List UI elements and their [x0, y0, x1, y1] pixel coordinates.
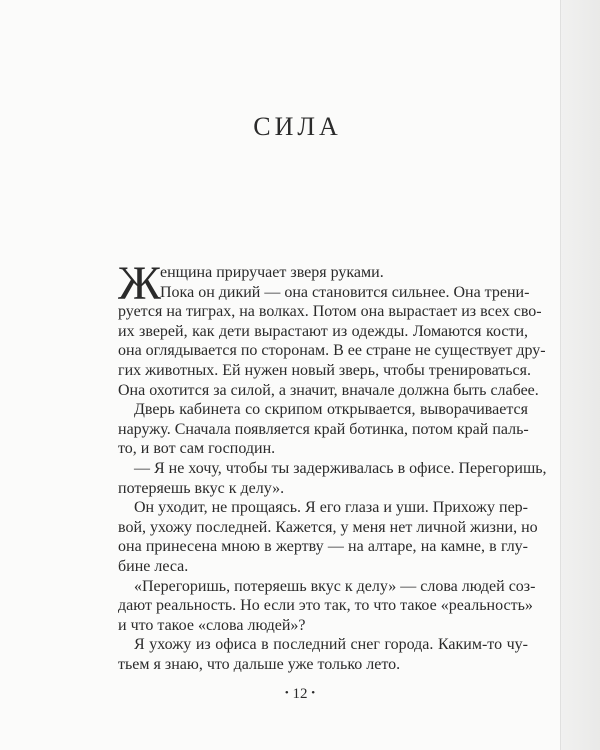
text-line: Дверь кабинета со скрипом открывается, выворачивается [134, 401, 528, 419]
text-line: их зверей, как дети вырастают из одежды. Ломаются кости, [118, 322, 528, 340]
page-binding-edge [560, 0, 600, 750]
text-line: «Перегоришь, потеряешь вкус к делу» — слова людей соз- [134, 577, 536, 595]
body-text [118, 257, 547, 674]
page-number-bullet-left: • [284, 687, 289, 699]
text-line: бине леса. [118, 557, 189, 575]
text-line: вой, ухожу последней. Кажется, у меня нет личной жизни, но [118, 518, 538, 536]
page-number-bullet-right: • [311, 687, 316, 699]
text-line: руется на тиграх, на волках. Потом она вырастает из всех сво- [118, 303, 542, 321]
page-number-value: 12 [292, 686, 308, 702]
text-line: Он уходит, не прощаясь. Я его глаза и уши. Прихожу пер- [134, 499, 528, 517]
chapter-title: СИЛА [253, 112, 342, 141]
text-line: енщина приручает зверя руками. [160, 264, 384, 281]
text-line: гих животных. Ей нужен новый зверь, чтобы тренироваться. [118, 361, 531, 379]
page-number [0, 686, 560, 703]
text-line: наружу. Сначала появляется край ботинка, потом край паль- [118, 420, 529, 438]
text-line: Пока он дикий — она становится сильнее. Она трени- [160, 283, 530, 301]
text-line: тьем я знаю, что дальше уже только лето. [118, 655, 401, 673]
text-line: Я ухожу из офиса в последний снег города. Каким-то чу- [134, 636, 528, 654]
text-line: то, и вот сам господин. [118, 440, 276, 458]
text-line: она принесена мною в жертву — на алтаре, на камне, в глу- [118, 538, 528, 556]
drop-cap: Ж [118, 257, 162, 310]
text-line: она оглядывается по сторонам. В ее стране не существует дру- [118, 342, 546, 360]
text-line: Она охотится за силой, а значит, вначале должна быть слабее. [118, 381, 539, 399]
text-line: потеряешь вкус к делу». [118, 479, 285, 497]
text-line: и что такое «слова людей»? [118, 616, 306, 634]
text-line: — Я не хочу, чтобы ты задерживалась в офисе. Перегоришь, [134, 459, 547, 477]
text-line: дают реальность. Но если это так, то что такое «реальность» [118, 597, 533, 615]
